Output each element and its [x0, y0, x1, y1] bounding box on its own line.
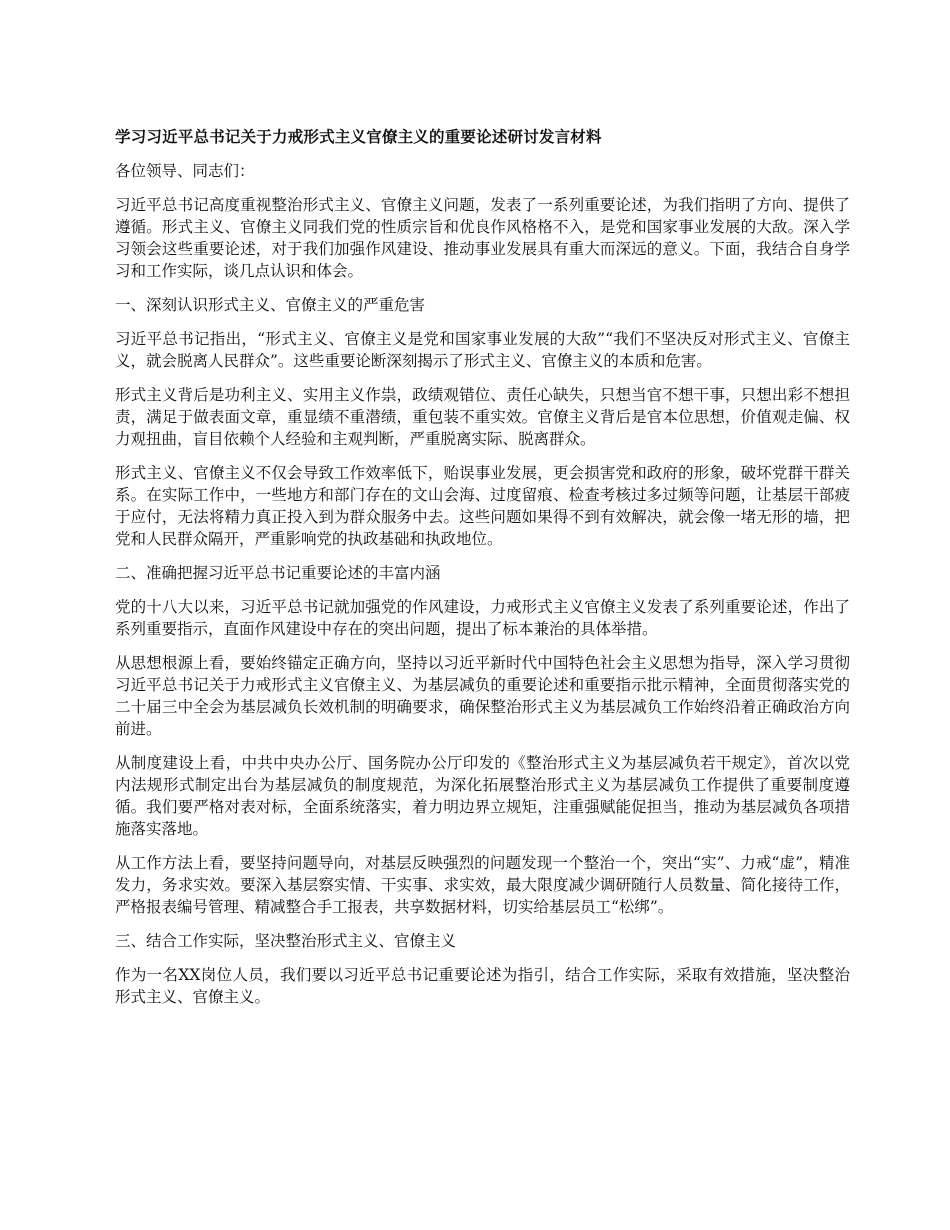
section-2-paragraph: 从工作方法上看，要坚持问题导向，对基层反映强烈的问题发现一个整治一个，突出“实”、力戒“虚”，精准发力，务求实效。要深入基层察实情、干实事、求实效，最大限度减少调研随行人员数量、简化接待工作，严格报表编号管理、精减整合手工报表，共享数据材料，切实给基层员工“松绑”。: [115, 854, 850, 916]
section-2-paragraph: 党的十八大以来，习近平总书记就加强党的作风建设，力戒形式主义官僚主义发表了系列重要论述，作出了系列重要指示，直面作风建设中存在的突出问题，提出了标本兼治的具体举措。: [115, 598, 850, 638]
document-page: [115, 126, 850, 1020]
section-3-paragraph: 作为一名XX岗位人员，我们要以习近平总书记重要论述为指引，结合工作实际，采取有效措施，坚决整治形式主义、官僚主义。: [115, 966, 850, 1006]
section-1-paragraph: 形式主义、官僚主义不仅会导致工作效率低下，贻误事业发展，更会损害党和政府的形象，破坏党群干群关系。在实际工作中，一些地方和部门存在的文山会海、过度留痕、检查考核过多过频等问题，让基层干部疲于应付，无法将精力真正投入到为群众服务中去。这些问题如果得不到有效解决，就会像一堵无形的墙，把党和人民群众隔开，严重影响党的执政基础和执政地位。: [115, 464, 850, 548]
section-2-paragraph: 从制度建设上看，中共中央办公厅、国务院办公厅印发的《整治形式主义为基层减负若干规定》，首次以党内法规形式制定出台为基层减负的制度规范，为深化拓展整治形式主义为基层减负工作提供了重要制度遵循。我们要严格对表对标，全面系统落实，着力明边界立规矩，注重强赋能促担当，推动为基层减负各项措施落实落地。: [115, 754, 850, 838]
greeting: 各位领导、同志们：: [115, 162, 255, 180]
section-1-paragraph: 习近平总书记指出，“形式主义、官僚主义是党和国家事业发展的大敌”“我们不坚决反对形式主义、官僚主义，就会脱离人民群众”。这些重要论断深刻揭示了形式主义、官僚主义的本质和危害。: [115, 330, 850, 370]
section-2-heading: 二、准确把握习近平总书记重要论述的丰富内涵: [115, 564, 441, 582]
section-3-heading: 三、结合工作实际，坚决整治形式主义、官僚主义: [115, 932, 457, 950]
section-1-heading: 一、深刻认识形式主义、官僚主义的严重危害: [115, 296, 426, 314]
section-1-paragraph: 形式主义背后是功利主义、实用主义作祟，政绩观错位、责任心缺失，只想当官不想干事，只想出彩不想担责，满足于做表面文章，重显绩不重潜绩，重包装不重实效。官僚主义背后是官本位思想，价值观走偏、权力观扭曲，盲目依赖个人经验和主观判断，严重脱离实际、脱离群众。: [115, 386, 850, 448]
document-title: 学习习近平总书记关于力戒形式主义官僚主义的重要论述研讨发言材料: [115, 127, 602, 146]
intro-paragraph: 习近平总书记高度重视整治形式主义、官僚主义问题，发表了一系列重要论述，为我们指明了方向、提供了遵循。形式主义、官僚主义同我们党的性质宗旨和优良作风格格不入，是党和国家事业发展的大敌。深入学习领会这些重要论述，对于我们加强作风建设、推动事业发展具有重大而深远的意义。下面，我结合自身学习和工作实际，谈几点认识和体会。: [115, 196, 850, 280]
section-2-paragraph: 从思想根源上看，要始终锚定正确方向，坚持以习近平新时代中国特色社会主义思想为指导，深入学习贯彻习近平总书记关于力戒形式主义官僚主义、为基层减负的重要论述和重要指示批示精神，全面贯彻落实党的二十届三中全会为基层减负长效机制的明确要求，确保整治形式主义为基层减负工作始终沿着正确政治方向前进。: [115, 654, 850, 738]
